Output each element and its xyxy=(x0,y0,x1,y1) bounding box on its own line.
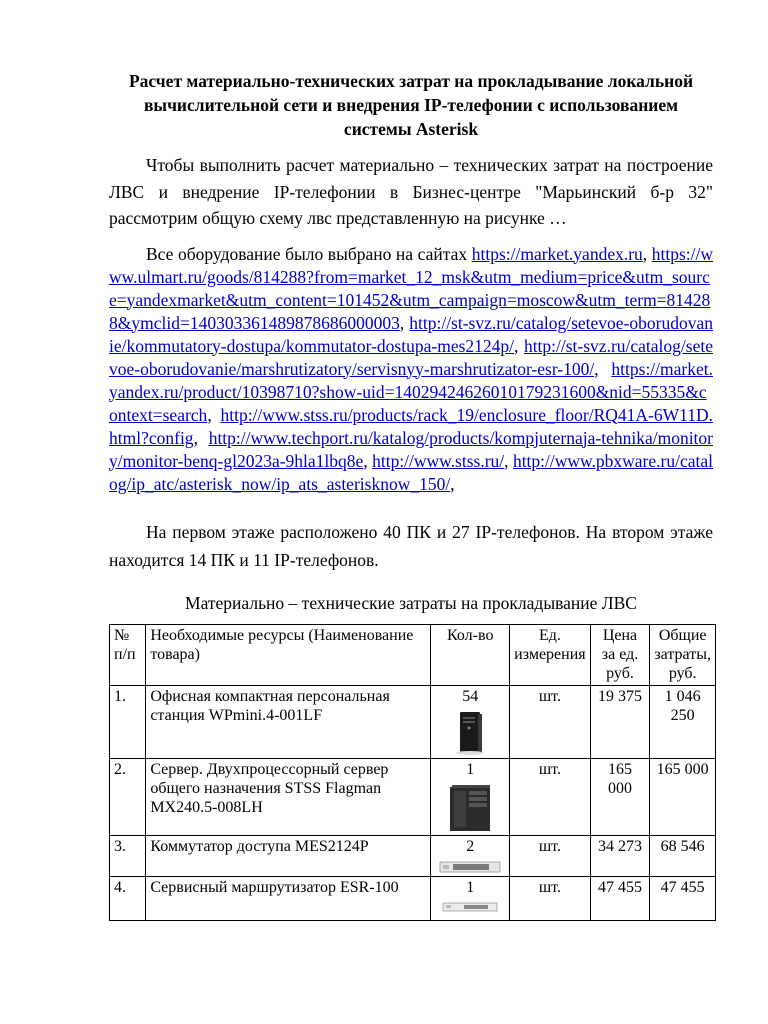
server-icon xyxy=(444,783,496,833)
cell-price: 34 273 xyxy=(590,835,650,876)
table-row xyxy=(110,685,716,758)
cell-total: 68 546 xyxy=(650,835,716,876)
link-market-yandex-product[interactable]: https://market.yandex.ru/product/10398710?show-uid=14029424626010179231600&nid=55335&context=search xyxy=(109,358,713,425)
page-title: Расчет материально-технических затрат на прокладывание локальной вычислительной сети и внедрения IP-телефонии с использованием системы Asterisk xyxy=(128,71,694,139)
intro-paragraph: Чтобы выполнить расчет материально – технических затрат на построение ЛВС и внедрение IP-телефонии в Бизнес-центре "Марьинский б-р 32" рассмотрим общую схему лвс представленную на рисунке … xyxy=(109,155,713,228)
cell-name: Коммутатор доступа MES2124P xyxy=(146,835,431,876)
qty-value: 54 xyxy=(462,687,479,705)
cell-num: 4. xyxy=(110,876,146,920)
router-icon xyxy=(442,901,498,913)
cell-unit: шт. xyxy=(510,758,590,835)
header-qty: Кол-во xyxy=(431,624,510,685)
cell-price: 19 375 xyxy=(590,685,650,758)
cell-num: 1. xyxy=(110,685,146,758)
sources-paragraph: Все оборудование было выбрано на сайтах https://market.yandex.ru, https://www.ulmart.ru/goods/814288?from=market_12_msk&utm_medium=price&utm_source=yandexmarket&utm_content=101452&utm_campaign=moscow&utm_term=814288&ymclid=140303361489878686000003, http://st-svz.ru/catalog/setevoe-oborudovanie/kommutatory-dostupa/kommutator-dostupa-mes2124p/, http://st-svz.ru/catalog/setevoe-oborudovanie/marshrutizatory/servisnyy-marshrutizator-esr-100/, https://market.yandex.ru/product/10398710?show-uid=14029424626010179231600&nid=55335&context=search, http://www.stss.ru/products/rack_19/enclosure_floor/RQ41A-6W11D.html?config, http://www.techport.ru/katalog/products/kompjuternaja-tehnika/monitory/monitor-benq-gl2023a-9hla1lbq8e, http://www.stss.ru/, http://www.pbxware.ru/catalog/ip_atc/asterisk_now/ip_ats_asterisknow_150/, xyxy=(109,243,714,494)
link-st-svz-router[interactable]: http://st-svz.ru/catalog/setevoe-oborudovanie/marshrutizatory/servisnyy-marshrutizator-esr-100/ xyxy=(109,335,713,379)
cell-qty xyxy=(431,758,510,835)
table-row xyxy=(110,835,716,876)
cell-name: Офисная компактная персональная станция WPmini.4-001LF xyxy=(146,685,431,758)
floors-paragraph: На первом этаже расположено 40 ПК и 27 IP-телефонов. На втором этаже находится 14 ПК и 11 IP-телефонов. xyxy=(109,521,713,570)
link-st-svz-switch[interactable]: http://st-svz.ru/catalog/setevoe-oborudovanie/kommutatory-dostupa/kommutator-dostupa-mes2124p/ xyxy=(109,312,713,356)
header-name: Необходимые ресурсы (Наименование товара) xyxy=(146,624,431,685)
link-market-yandex[interactable]: https://market.yandex.ru xyxy=(471,243,643,264)
pc-tower-icon xyxy=(446,710,494,756)
cell-num: 2. xyxy=(110,758,146,835)
header-unit: Ед. измерения xyxy=(510,624,590,685)
qty-value: 2 xyxy=(466,837,475,855)
cell-num: 3. xyxy=(110,835,146,876)
qty-value: 1 xyxy=(466,760,475,778)
cell-unit: шт. xyxy=(510,876,590,920)
table-header-row xyxy=(110,624,716,685)
cell-total: 1 046 250 xyxy=(650,685,716,758)
cell-qty xyxy=(431,835,510,876)
header-num: № п/п xyxy=(110,624,146,685)
table-row xyxy=(110,876,716,920)
cell-total: 47 455 xyxy=(650,876,716,920)
cell-price: 165 000 xyxy=(590,758,650,835)
link-ulmart[interactable]: https://www.ulmart.ru/goods/814288?from=market_12_msk&utm_medium=price&utm_source=yandexmarket&utm_content=101452&utm_campaign=moscow&utm_term=814288&ymclid=140303361489878686000003 xyxy=(109,243,714,333)
costs-table xyxy=(109,624,716,921)
header-total: Общие затраты, руб. xyxy=(650,624,716,685)
table-row xyxy=(110,758,716,835)
link-pbxware[interactable]: http://www.pbxware.ru/catalog/ip_atc/asterisk_now/ip_ats_asterisknow_150/ xyxy=(109,450,713,494)
table-title: Материально – технические затраты на прокладывание ЛВС xyxy=(185,592,637,613)
link-stss-rack[interactable]: http://www.stss.ru/products/rack_19/enclosure_floor/RQ41A-6W11D.html?config xyxy=(109,404,713,448)
cell-name: Сервер. Двухпроцессорный сервер общего назначения STSS Flagman MX240.5-008LH xyxy=(146,758,431,835)
cell-unit: шт. xyxy=(510,685,590,758)
cell-price: 47 455 xyxy=(590,876,650,920)
cell-qty xyxy=(431,876,510,920)
cell-total: 165 000 xyxy=(650,758,716,835)
cell-unit: шт. xyxy=(510,835,590,876)
sources-lead: Все оборудование было выбрано на сайтах xyxy=(146,243,468,264)
cell-qty xyxy=(431,685,510,758)
header-price: Цена за ед. руб. xyxy=(590,624,650,685)
link-stss[interactable]: http://www.stss.ru/ xyxy=(372,450,505,471)
cell-name: Сервисный маршрутизатор ESR-100 xyxy=(146,876,431,920)
switch-icon xyxy=(439,860,501,874)
link-techport-monitor[interactable]: http://www.techport.ru/katalog/products/kompjuternaja-tehnika/monitory/monitor-benq-gl2023a-9hla1lbq8e xyxy=(109,427,713,471)
qty-value: 1 xyxy=(466,878,475,896)
